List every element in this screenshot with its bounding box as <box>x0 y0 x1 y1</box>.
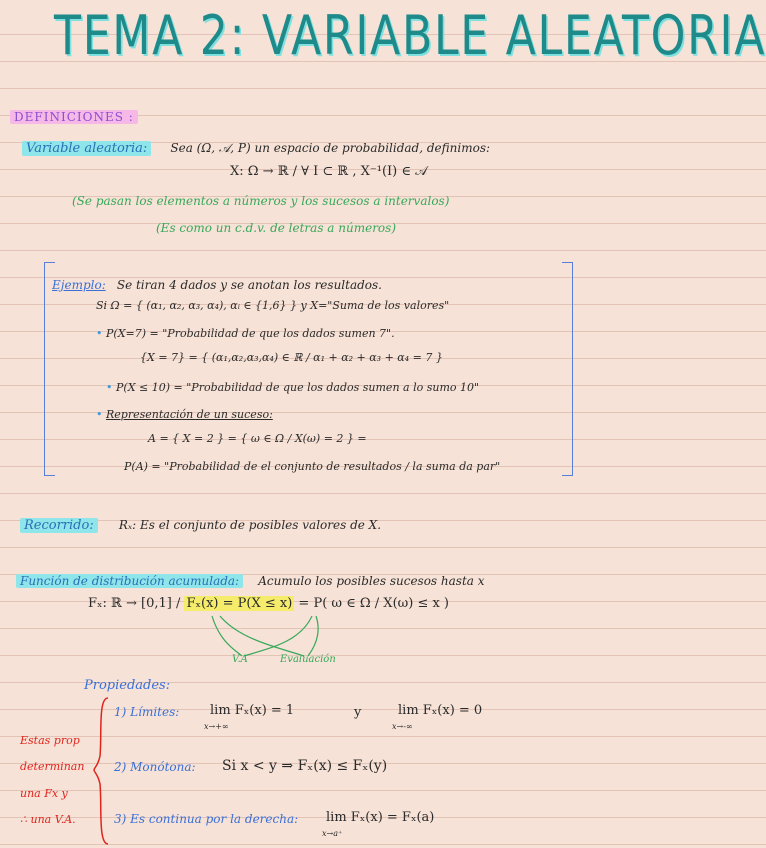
prop-1-limit-a: lim Fₓ(x) = 1 <box>210 703 295 718</box>
prop-3-label: 3) Es continua por la derecha: <box>114 812 299 826</box>
prop-2-label: 2) Monótona: <box>114 760 196 774</box>
side-note-2: determinan <box>20 760 85 773</box>
side-note-3: una Fx y <box>20 787 68 800</box>
recorrido-text: Rₓ: Es el conjunto de posibles valores de X. <box>118 518 382 532</box>
prop-2-text: Si x < y ⇒ Fₓ(x) ≤ Fₓ(y) <box>222 758 388 774</box>
ejemplo-line-7: A = { X = 2 } = { ω ∈ Ω / X(ω) = 2 } = <box>148 432 367 445</box>
variable-aleatoria-label: Variable aleatoria: <box>22 141 151 156</box>
prop-1-limit-b-sub: x→-∞ <box>392 722 413 731</box>
prop-1-label: 1) Límites: <box>114 705 180 719</box>
prop-1-limit-a-sub: x→+∞ <box>204 722 229 731</box>
funcion-text: Acumulo los posibles sucesos hasta x <box>258 574 485 588</box>
ejemplo-line-2: Si Ω = { (α₁, α₂, α₃, α₄), αᵢ ∈ {1,6} } y X="Suma de los valores" <box>96 299 450 312</box>
ejemplo-line-4: {X = 7} = { (α₁,α₂,α₃,α₄) ∈ ℝ / α₁ + α₂ + α₃ + α₄ = 7 } <box>140 351 443 364</box>
variable-note-2: (Es como un c.d.v. de letras a números) <box>156 221 396 235</box>
prop-1-y: y <box>354 705 362 720</box>
ejemplo-line-8: P(A) = "Probabilidad de el conjunto de resultados / la suma da par" <box>124 460 501 473</box>
ejemplo-line-6: • Representación de un suceso: <box>96 408 273 421</box>
page-title: TEMA 2: VARIABLE ALEATORIA <box>54 4 766 67</box>
va-label: V.A <box>232 654 248 665</box>
side-note-4: ∴ una V.A. <box>20 813 76 826</box>
ejemplo-row <box>52 274 382 293</box>
funcion-label: Función de distribución acumulada: <box>16 574 243 588</box>
recorrido-row <box>20 514 381 533</box>
variable-definition-text: Sea (Ω, 𝒜, P) un espacio de probabilidad, definimos: <box>170 141 491 155</box>
recorrido-label: Recorrido: <box>20 518 98 533</box>
section-definiciones <box>10 110 138 124</box>
prop-3-text: lim Fₓ(x) = Fₓ(a) <box>326 810 435 825</box>
propiedades-brace <box>92 696 112 846</box>
ejemplo-line-5: • P(X ≤ 10) = "Probabilidad de que los dados sumen a lo sumo 10" <box>106 381 480 394</box>
example-bracket-right <box>562 262 573 476</box>
ejemplo-line-3: • P(X=7) = "Probabilidad de que los dados sumen 7". <box>96 327 395 340</box>
evaluacion-label: Evaluación <box>280 654 336 665</box>
definiciones-heading: DEFINICIONES : <box>10 110 138 124</box>
example-bracket-left <box>44 262 55 476</box>
propiedades-heading: Propiedades: <box>84 678 171 693</box>
variable-note-1: (Se pasan los elementos a números y los sucesos a intervalos) <box>72 194 450 208</box>
prop-3-sub: x→a⁺ <box>322 829 343 838</box>
funcion-row <box>16 570 485 589</box>
ejemplo-label: Ejemplo: <box>52 278 106 292</box>
funcion-formula-highlight: Fₓ(x) = P(X ≤ x) <box>186 596 293 611</box>
variable-aleatoria-row <box>22 137 490 156</box>
side-note-1: Estas prop <box>20 734 80 747</box>
prop-1-limit-b: lim Fₓ(x) = 0 <box>398 703 483 718</box>
variable-formula: X: Ω → ℝ / ∀ I ⊂ ℝ , X⁻¹(I) ∈ 𝒜 <box>230 164 428 179</box>
ejemplo-line-1: Se tiran 4 dados y se anotan los resultados. <box>116 278 382 292</box>
funcion-formula: Fₓ: ℝ → [0,1] / Fₓ(x) = P(X ≤ x) = P( ω ∈ Ω / X(ω) ≤ x ) <box>88 596 450 611</box>
